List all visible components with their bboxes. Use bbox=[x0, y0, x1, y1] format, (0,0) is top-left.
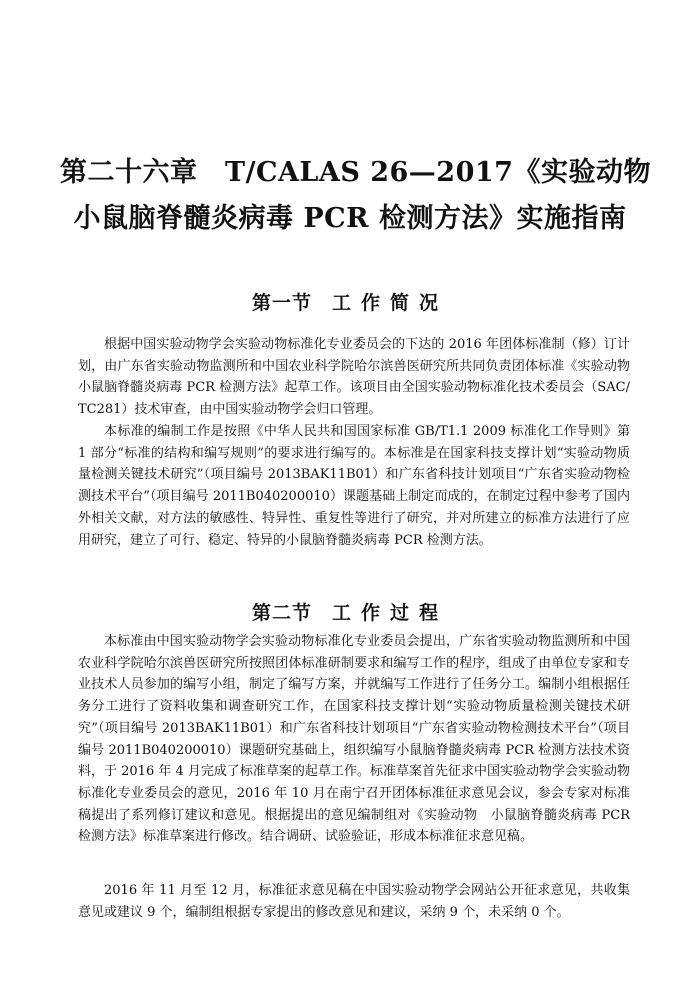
section-1-paragraph-1: 根据中国实验动物学会实验动物标准化专业委员会的下达的 2016 年团体标准制（修）订计划，由广东省实验动物监测所和中国农业科学院哈尔滨兽医研究所共同负责团体标准《实验动物 小鼠脑脊髓炎病毒 PCR 检测方法》起草工作。该项目由全国实验动物标准化技术委员会（SAC/TC281）技术审查，由中国实验动物学会归口管理。 bbox=[78, 337, 644, 418]
section-2-paragraph-1: 本标准由中国实验动物学会实验动物标准化专业委员会提出，广东省实验动物监测所和中国农业科学院哈尔滨兽医研究所按照团体标准研制要求和编写工作的程序，组成了由单位专家和专业技术人员参加的编写小组，制定了编写方案，并就编写工作进行了任务分工。编制小组根据任务分工进行了资料收集和调查研究工作，在国家科技支撑计划“实验动物质量检测关键技术研究”（项目编号 2013BAK11B01）和广东省科技计划项目“广东省实验动物检测技术平台”（项目编号 2011B040200010）课题研究基础上，组织编写小鼠脑脊髓炎病毒 PCR 检测方法技术资料，于 2016 年 4 月完成了标准草案的起草工作。标准草案首先征求中国实验动物学会实验动物标准化专业委员会的意见，2016 年 10 月在南宁召开团体标准征求意见会议，参会专家对标准稿提出了系列修订建议和意见。根据提出的意见编制组对《实验动物 小鼠脑脊髓炎病毒 PCR 检测方法》标准草案进行修改。结合调研、试验验证，形成本标准征求意见稿。 bbox=[78, 634, 630, 845]
section-2-paragraph-2: 2016 年 11 月至 12 月，标准征求意见稿在中国实验动物学会网站公开征求意见，共收集意见或建议 9 个，编制组根据专家提出的修改意见和建议，采纳 9 个，未采纳 0 个。 bbox=[78, 883, 630, 920]
section-1-paragraph-2: 本标准的编制工作是按照《中华人民共和国国家标准 GB/T1.1 2009 标准化工作导则》第 1 部分“标准的结构和编写规则”的要求进行编写的。本标准是在国家科技支撑计划“实验动物质量检测关键技术研究”（项目编号 2013BAK11B01）和广东省科技计划项目“广东省实验动物检测技术平台”（项目编号 2011B040200010）课题基础上制定而成的，在制定过程中参考了国内外相关文献，对方法的敏感性、特异性、重复性等进行了研究，并对所建立的标准方法进行了应用研究，建立了可行、稳定、特异的小鼠脑脊髓炎病毒 PCR 检测方法。 bbox=[78, 424, 630, 548]
chapter-title-line-1: 第二十六章 T/CALAS 26—2017《实验动物 bbox=[60, 157, 651, 188]
section-2-heading bbox=[0, 598, 700, 625]
chapter-title bbox=[60, 150, 651, 242]
section-1-heading bbox=[0, 288, 700, 315]
section-1-number: 第一节 bbox=[251, 292, 312, 314]
section-2-number: 第二节 bbox=[251, 602, 312, 624]
section-1-title: 工作简况 bbox=[332, 292, 449, 314]
section-2-title: 工作过程 bbox=[332, 602, 449, 624]
chapter-title-line-2: 小鼠脑脊髓炎病毒 PCR 检测方法》实施指南 bbox=[73, 203, 627, 234]
